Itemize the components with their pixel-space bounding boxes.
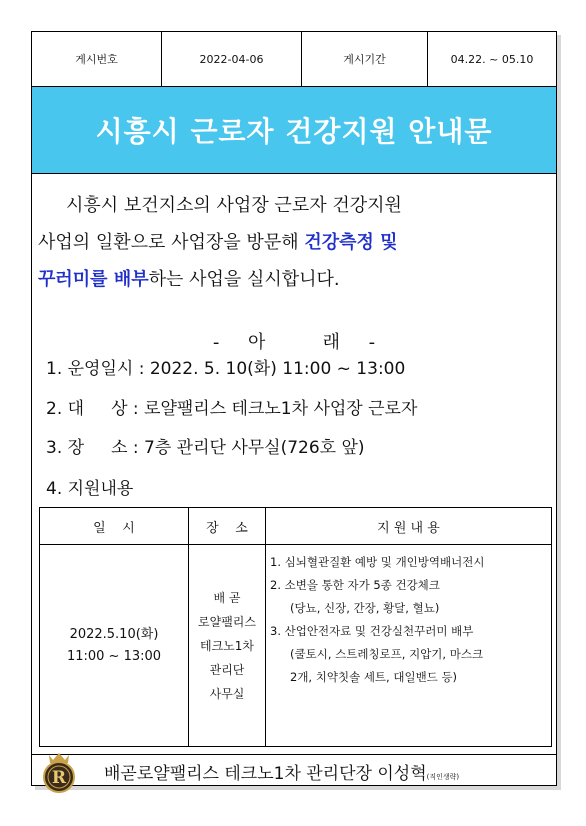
intro-highlight-2: 꾸러미를 배부 bbox=[38, 269, 149, 290]
frame-shadow-right bbox=[557, 35, 561, 790]
intro-line-2 bbox=[38, 224, 554, 261]
intro-paragraph bbox=[38, 187, 554, 298]
intro-line-3-text: 하는 사업을 실시합니다. bbox=[148, 269, 340, 290]
intro-line-2-text: 사업의 일환으로 사업장을 방문해 bbox=[38, 232, 305, 253]
content-line: 3. 산업안전자료 및 건강실천꾸러미 배부 bbox=[270, 624, 474, 638]
page-title: 시흥시 근로자 건강지원 안내문 bbox=[95, 115, 493, 148]
place-line: 테크노1차 bbox=[199, 638, 254, 653]
item-schedule: 1. 운영일시 : 2022. 5. 10(화) 11:00 ~ 13:00 bbox=[46, 359, 406, 379]
footer-signature-bar bbox=[32, 754, 556, 786]
svg-text:R: R bbox=[51, 768, 67, 788]
time-line: 11:00 ~ 13:00 bbox=[66, 648, 162, 664]
period-value: 04.22. ~ 05.10 bbox=[450, 52, 534, 66]
title-banner bbox=[32, 87, 556, 174]
place-line: 로얄팰리스 bbox=[198, 614, 256, 629]
post-no-label: 게시번호 bbox=[32, 32, 162, 86]
date-line: 2022.5.10(화) bbox=[69, 626, 159, 642]
support-table bbox=[39, 507, 552, 747]
place-line: 관리단 bbox=[209, 662, 245, 677]
cell-content bbox=[266, 545, 552, 747]
item-support-heading: 4. 지원내용 bbox=[46, 479, 134, 499]
frame-shadow-bottom bbox=[35, 786, 561, 790]
header-datetime: 일 시 bbox=[40, 508, 189, 545]
place-line: 배 곧 bbox=[213, 590, 241, 605]
header-content: 지 원 내 용 bbox=[266, 508, 552, 545]
item-location: 3. 장 소 : 7층 관리단 사무실(726호 앞) bbox=[46, 438, 365, 458]
table-header-row bbox=[40, 508, 552, 545]
cell-place bbox=[189, 545, 266, 747]
cell-datetime bbox=[40, 545, 189, 747]
period-label: 게시기간 bbox=[302, 32, 428, 86]
royal-crest-R-icon bbox=[38, 749, 80, 795]
intro-line-3 bbox=[38, 261, 554, 298]
content-line: (당뇨, 신장, 간장, 황달, 혈뇨) bbox=[290, 601, 440, 615]
notice-frame bbox=[31, 31, 557, 786]
header-place: 장 소 bbox=[189, 508, 266, 545]
section-divider-label: - 아 래 - bbox=[212, 332, 376, 353]
table-row bbox=[40, 545, 552, 747]
intro-line-1: 시흥시 보건지소의 사업장 근로자 건강지원 bbox=[66, 195, 402, 216]
intro-highlight-1: 건강측정 및 bbox=[304, 232, 398, 253]
seal-note: (직인생략) bbox=[426, 773, 460, 781]
place-line: 사무실 bbox=[209, 686, 245, 701]
item-target: 2. 대 상 : 로얄팰리스 테크노1차 사업장 근로자 bbox=[46, 399, 418, 419]
notice-meta-row bbox=[32, 32, 556, 87]
content-line: 2. 소변을 통한 자가 5종 건강체크 bbox=[270, 578, 440, 592]
content-line: 2개, 치약칫솔 세트, 대일밴드 등) bbox=[290, 670, 458, 684]
signature-line bbox=[104, 759, 459, 784]
signature-text: 배곧로얄팰리스 테크노1차 관리단장 이성혁 bbox=[104, 764, 427, 784]
content-line: (쿨토시, 스트레칭로프, 지압기, 마스크 bbox=[290, 647, 484, 661]
content-line: 1. 심뇌혈관질환 예방 및 개인방역배너전시 bbox=[270, 555, 485, 569]
post-date: 2022-04-06 bbox=[162, 32, 302, 86]
